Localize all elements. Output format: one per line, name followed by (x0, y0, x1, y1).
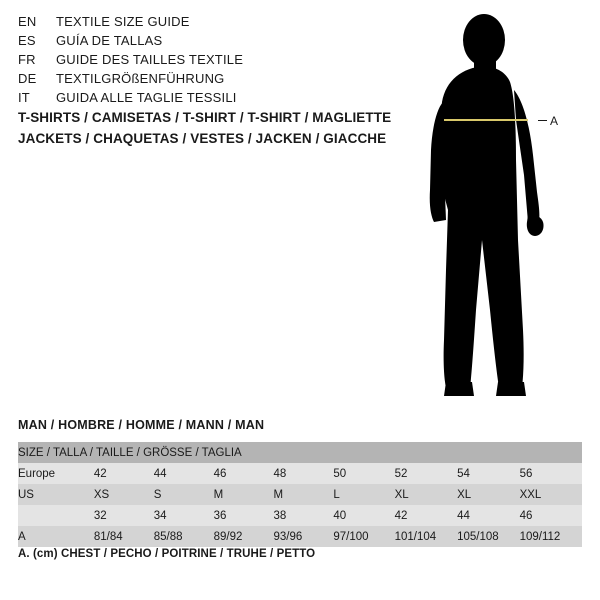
language-row-fr (18, 52, 378, 71)
cell-numeric-4: 40 (333, 509, 347, 522)
row-label-europe: Europe (18, 467, 56, 480)
cell-us-0: XS (93, 488, 110, 501)
table-row (18, 484, 582, 505)
language-text-it: GUIDA ALLE TAGLIE TESSILI (56, 90, 237, 105)
cell-a-6: 105/108 (457, 530, 499, 543)
language-text-es: GUÍA DE TALLAS (56, 33, 163, 48)
language-text-fr: GUIDE DES TAILLES TEXTILE (56, 52, 244, 67)
language-code-fr: FR (18, 52, 36, 67)
table-header-label: SIZE / TALLA / TAILLE / GRÖSSE / TAGLIA (18, 446, 242, 459)
cell-a-2: 89/92 (213, 530, 243, 543)
cell-a-4: 97/100 (333, 530, 369, 543)
language-row-it (18, 90, 378, 109)
cell-us-2: M (213, 488, 224, 501)
cell-numeric-5: 42 (394, 509, 408, 522)
cell-us-1: S (153, 488, 162, 501)
cell-us-7: XXL (519, 488, 542, 501)
table-footnote: A. (cm) CHEST / PECHO / POITRINE / TRUHE / PETTO (18, 548, 316, 560)
table-row (18, 505, 582, 526)
language-row-de (18, 71, 378, 90)
language-row-es (18, 33, 378, 52)
cell-a-0: 81/84 (93, 530, 123, 543)
language-code-de: DE (18, 71, 37, 86)
measure-leader-line (538, 120, 547, 121)
cell-europe-0: 42 (93, 467, 107, 480)
cell-numeric-3: 38 (273, 509, 287, 522)
male-silhouette-figure (400, 10, 600, 410)
cell-numeric-6: 44 (457, 509, 470, 522)
language-list (18, 14, 378, 109)
category-list (18, 110, 438, 152)
measure-label-a: A (550, 114, 559, 128)
language-code-es: ES (18, 33, 36, 48)
cell-us-4: L (333, 488, 340, 501)
language-code-it: IT (18, 90, 30, 105)
table-row (18, 463, 582, 484)
cell-europe-1: 44 (153, 467, 167, 480)
cell-europe-2: 46 (213, 467, 227, 480)
table-row (18, 526, 582, 547)
cell-us-6: XL (457, 488, 472, 501)
table-header-row (18, 442, 582, 463)
cell-europe-5: 52 (394, 467, 408, 480)
cell-a-7: 109/112 (519, 530, 561, 543)
language-row-en (18, 14, 378, 33)
cell-numeric-7: 46 (519, 509, 533, 522)
language-text-de: TEXTILGRÖßENFÜHRUNG (56, 71, 225, 86)
cell-europe-4: 50 (333, 467, 347, 480)
silhouette-icon (400, 10, 600, 410)
row-label-us: US (18, 488, 34, 501)
language-text-en: TEXTILE SIZE GUIDE (56, 14, 190, 29)
cell-europe-7: 56 (519, 467, 533, 480)
language-code-en: EN (18, 14, 37, 29)
cell-europe-6: 54 (457, 467, 470, 480)
category-jackets: JACKETS / CHAQUETAS / VESTES / JACKEN / GIACCHE (18, 131, 387, 146)
cell-us-5: XL (394, 488, 409, 501)
cell-a-3: 93/96 (273, 530, 303, 543)
table-title: MAN / HOMBRE / HOMME / MANN / MAN (18, 418, 265, 432)
cell-europe-3: 48 (273, 467, 287, 480)
row-label-a: A (18, 530, 26, 543)
cell-a-1: 85/88 (153, 530, 183, 543)
cell-numeric-1: 34 (153, 509, 167, 522)
row-label-numeric (18, 505, 94, 526)
cell-numeric-2: 36 (213, 509, 227, 522)
category-tshirts: T-SHIRTS / CAMISETAS / T-SHIRT / T-SHIRT / MAGLIETTE (18, 110, 392, 125)
cell-us-3: M (273, 488, 284, 501)
size-table (18, 442, 582, 547)
cell-numeric-0: 32 (93, 509, 107, 522)
cell-a-5: 101/104 (394, 530, 437, 543)
